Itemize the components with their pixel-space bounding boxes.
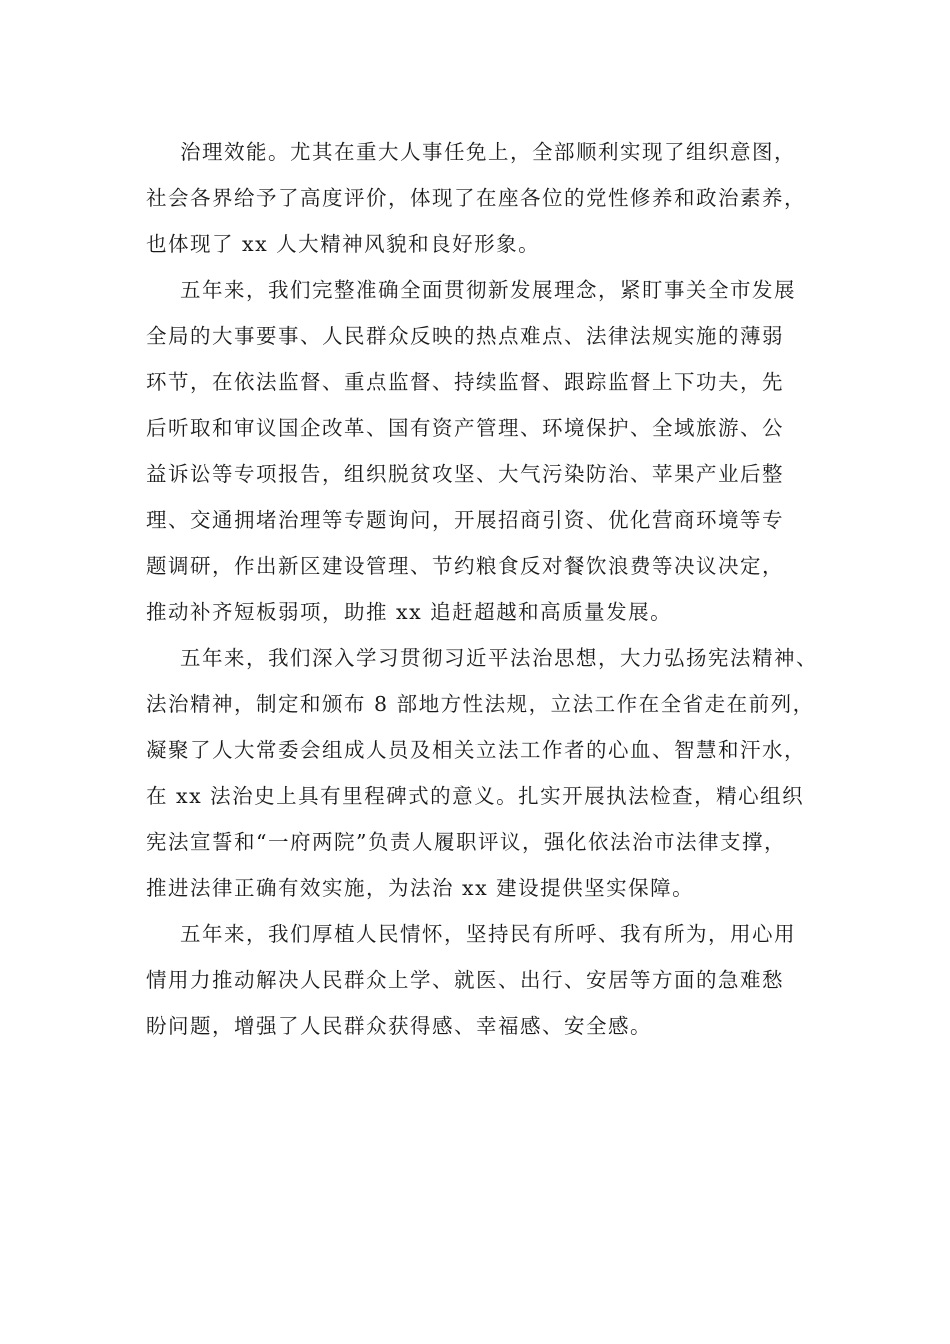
- paragraph-line: 治理效能。尤其在重大人事任免上，全部顺利实现了组织意图，: [180, 140, 796, 164]
- paragraph-line: 理、交通拥堵治理等专题询问，开展招商引资、优化营商环境等专: [146, 508, 784, 532]
- paragraph-line: 全局的大事要事、人民群众反映的热点难点、法律法规实施的薄弱: [146, 324, 784, 348]
- paragraph-line: 推动补齐短板弱项，助推 xx 追赶超越和高质量发展。: [146, 600, 673, 624]
- paragraph-line: 社会各界给予了高度评价，体现了在座各位的党性修养和政治素养，: [146, 186, 806, 210]
- paragraph-line: 五年来，我们完整准确全面贯彻新发展理念，紧盯事关全市发展: [180, 278, 796, 302]
- paragraph-line: 环节，在依法监督、重点监督、持续监督、跟踪监督上下功夫，先: [146, 370, 784, 394]
- document-body: [146, 129, 826, 1049]
- paragraph-line: 宪法宣誓和“一府两院”负责人履职评议，强化依法治市法律支撑，: [146, 830, 786, 854]
- paragraph-line: 益诉讼等专项报告，组织脱贫攻坚、大气污染防治、苹果产业后整: [146, 462, 784, 486]
- paragraph-line: 凝聚了人大常委会组成人员及相关立法工作者的心血、智慧和汗水，: [146, 738, 806, 762]
- paragraph-line: 也体现了 xx 人大精神风貌和良好形象。: [146, 232, 541, 256]
- paragraph-2: [146, 267, 826, 635]
- paragraph-1: [146, 129, 826, 267]
- paragraph-line: 推进法律正确有效实施，为法治 xx 建设提供坚实保障。: [146, 876, 695, 900]
- paragraph-4: [146, 911, 826, 1049]
- paragraph-line: 题调研，作出新区建设管理、节约粮食反对餐饮浪费等决议决定，: [146, 554, 784, 578]
- paragraph-line: 在 xx 法治史上具有里程碑式的意义。扎实开展执法检查，精心组织: [146, 784, 805, 808]
- paragraph-line: 盼问题，增强了人民群众获得感、幸福感、安全感。: [146, 1014, 652, 1038]
- paragraph-line: 情用力推动解决人民群众上学、就医、出行、安居等方面的急难愁: [146, 968, 784, 992]
- paragraph-3: [146, 635, 826, 911]
- paragraph-line: 法治精神，制定和颁布 8 部地方性法规，立法工作在全省走在前列，: [146, 692, 815, 716]
- paragraph-line: 五年来，我们深入学习贯彻习近平法治思想，大力弘扬宪法精神、: [180, 646, 818, 670]
- paragraph-line: 后听取和审议国企改革、国有资产管理、环境保护、全域旅游、公: [146, 416, 784, 440]
- paragraph-line: 五年来，我们厚植人民情怀，坚持民有所呼、我有所为，用心用: [180, 922, 796, 946]
